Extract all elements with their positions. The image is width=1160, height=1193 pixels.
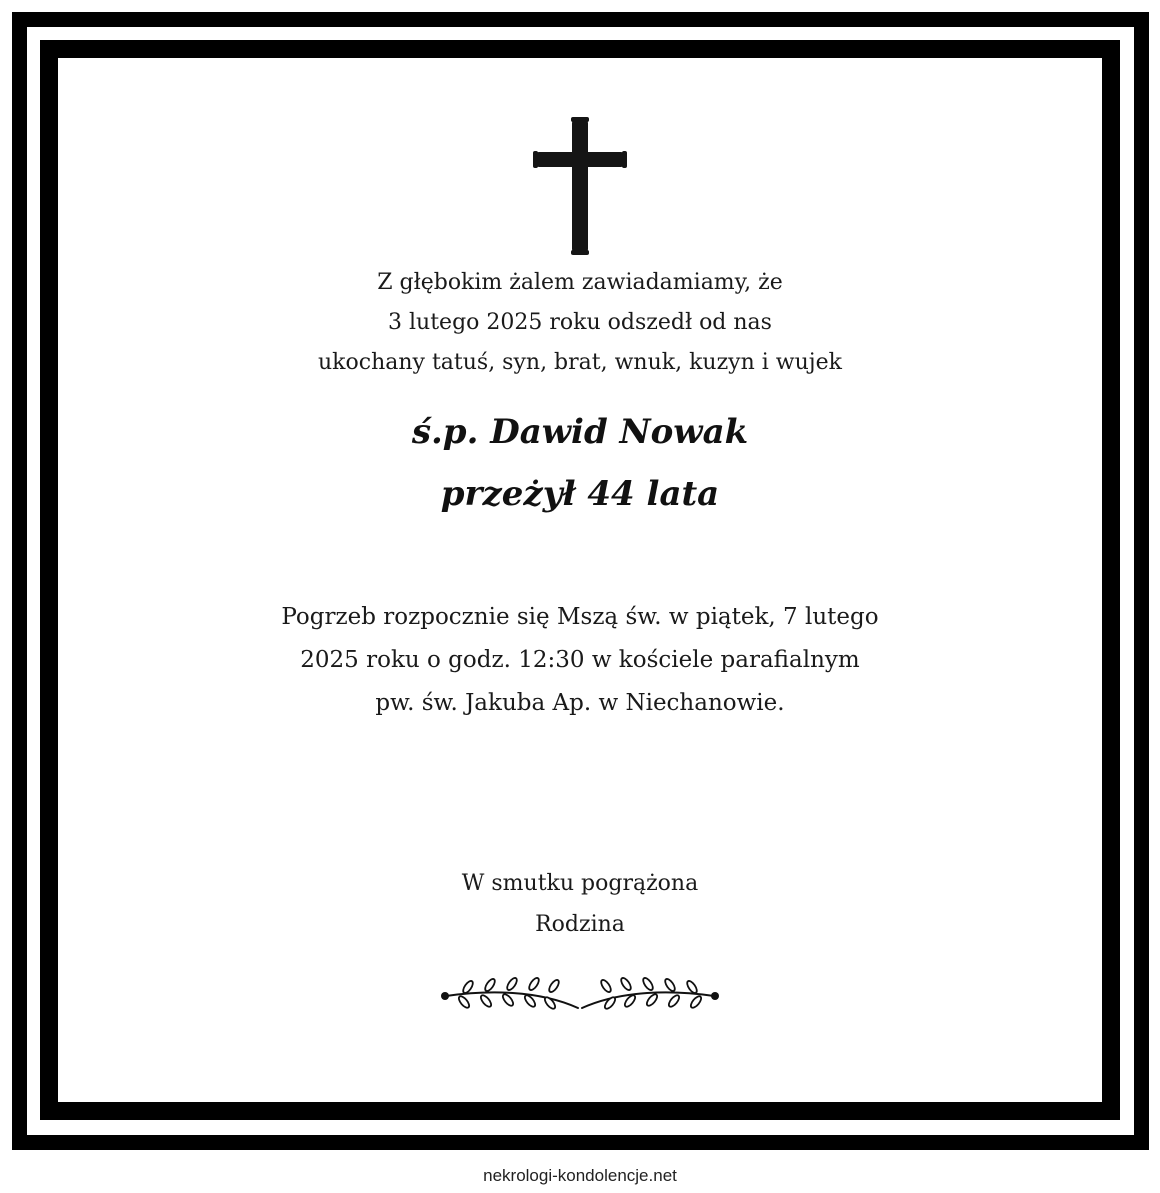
deceased-age: przeżył 44 lata [440, 474, 720, 514]
funeral-line-1: Pogrzeb rozpocznie się Mszą św. w piątek, 7 lutego [281, 604, 879, 630]
cross-icon [532, 116, 628, 256]
deceased-name: ś.p. Dawid Nowak [411, 412, 749, 452]
funeral-line-3: pw. św. Jakuba Ap. w Niechanowie. [375, 690, 785, 716]
intro-line-2: 3 lutego 2025 roku odszedł od nas [388, 310, 772, 335]
intro-line-1: Z głębokim żalem zawiadamiamy, że [377, 270, 783, 295]
funeral-line-2: 2025 roku o godz. 12:30 w kościele parafialnym [300, 647, 860, 673]
footer-site-url: nekrologi-kondolencje.net [483, 1166, 677, 1185]
laurel-ornament-icon [438, 972, 722, 1016]
signature-line-2: Rodzina [535, 912, 625, 937]
signature-line-1: W smutku pogrążona [461, 871, 699, 896]
intro-line-3: ukochany tatuś, syn, brat, wnuk, kuzyn i wujek [318, 350, 842, 375]
